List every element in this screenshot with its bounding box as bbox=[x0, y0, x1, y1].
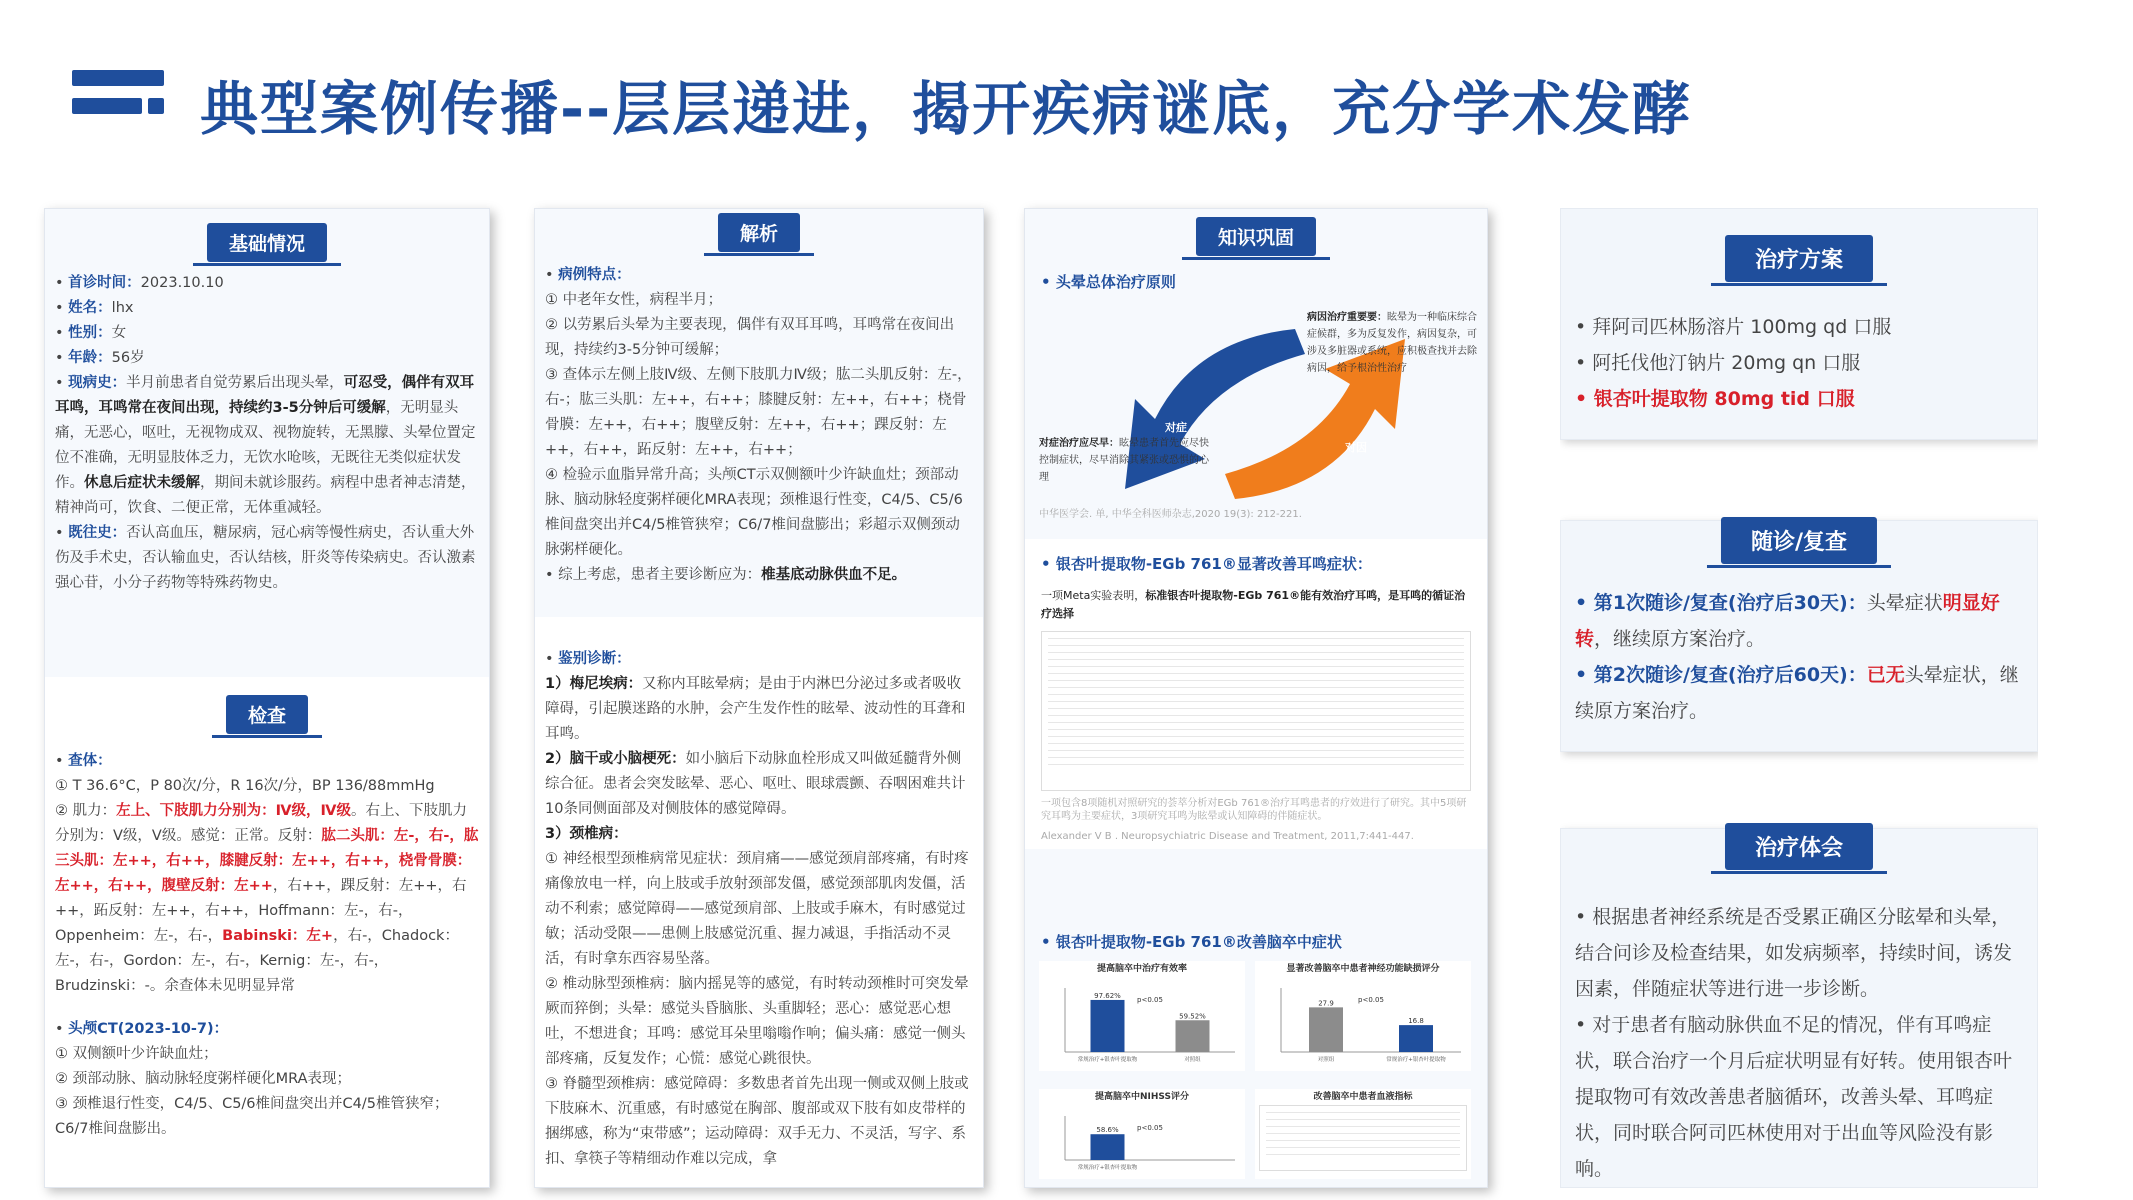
s2-title: • 银杏叶提取物-EGb 761®显著改善耳鸣症状： bbox=[1041, 555, 1372, 573]
bar-1 bbox=[1399, 1025, 1433, 1052]
basic-info-text: • 首诊时间：2023.10.10 • 姓名：lhx • 性别：女 • 年龄：56岁 • 现病史：半月前患者自觉劳累后出现头晕，可忍受，偶伴有双耳耳鸣，耳鸣常在夜间出现，持续约3-5分钟后可缓解，无明显头痛，无恶心，呕吐，无视物成双、视物旋转，无黑朦、头晕位置定位不准确，无明显肢体乏力，无饮水呛咳，无既往无类似症状发作。休息后症状未缓解，期间未就诊服药。病程中患者神志清楚，精神尚可，饮食、二便正常，无体重减轻。 • 既往史：否认高血压，糖尿病，冠心病等慢性病史，否认重大外伤及手术史，否认输血史，否认结核，肝炎等传染病史。否认激素强心苷，小分子药物等特殊药物史。 bbox=[55, 275, 476, 591]
summary-b: 椎基底动脉供血不足。 bbox=[761, 567, 907, 583]
badge-insight: 治疗体会 bbox=[1725, 823, 1873, 870]
age-value: 56岁 bbox=[111, 350, 145, 366]
bar-label-0: 27.9 bbox=[1318, 999, 1334, 1008]
hpi-text-c: ，无明显头痛，无恶心，呕吐，无视物成双、视物旋转，无黑朦、头晕位置定位不准确，无明显肢体乏力，无饮水呛咳，无既往无类似症状发作。 bbox=[55, 400, 476, 491]
s3-title-text: 银杏叶提取物-EGb 761®改善脑卒中症状 bbox=[1055, 933, 1342, 951]
cause-treatment-note bbox=[1307, 309, 1477, 377]
diff3-item-2: ② 椎动脉型颈椎病：脑内摇晃等的感觉，有时转动颈椎时可突发晕厥而猝倒；头晕：感觉头昏脑胀、头重脚轻；恶心：感觉恶心想吐，不想进食；耳鸣：感觉耳朵里嗡嗡作响；偏头痛：感觉一侧头部疼痛，反复发作；心慌：感觉心跳很快。 bbox=[545, 976, 969, 1067]
bar-0 bbox=[1091, 1000, 1125, 1052]
exam2-f: Babinski：左+ bbox=[222, 928, 334, 944]
badge-basic-info: 基础情况 bbox=[207, 223, 327, 262]
badge-exam: 检查 bbox=[226, 695, 308, 734]
chart3-svg bbox=[1039, 1102, 1245, 1178]
feature-1: ① 中老年女性，病程半月； bbox=[545, 292, 723, 308]
panel-treatment bbox=[1560, 208, 2038, 1188]
principle-title: • 头晕总体治疗原则 bbox=[1041, 273, 1176, 291]
chart-neuro-deficit bbox=[1255, 961, 1471, 1071]
hpi-text-d: 休息后症状未缓解 bbox=[84, 475, 200, 491]
arrow-label-symptomatic: 对症 bbox=[1165, 421, 1187, 434]
bar-0 bbox=[1309, 1007, 1343, 1052]
chart3-title: 提高脑卒中NIHSS评分 bbox=[1095, 1092, 1189, 1102]
exam-box bbox=[45, 677, 489, 1188]
summary-a: 综上考虑，患者主要诊断应为： bbox=[558, 567, 762, 583]
diff1-text: 又称内耳眩晕病；是由于内淋巴分泌过多或者吸收障碍，引起膜迷路的水肿，会产生发作性的眩晕、波动性的耳聋和耳鸣。 bbox=[545, 676, 966, 742]
sex-label: 性别： bbox=[68, 325, 112, 341]
fu2-label: • 第2次随诊/复查(治疗后60天)： bbox=[1575, 664, 1867, 686]
plan-list bbox=[1575, 309, 2023, 417]
bar-label-1: 59.52% bbox=[1179, 1012, 1206, 1021]
hpi-text-e: ，期间未就诊服药。病程中患者神志清楚，精神尚可，饮食、二便正常，无体重减轻。 bbox=[55, 475, 476, 516]
exam2-c: 。右上、下肢肌力分别为：Ⅴ级，Ⅴ级。感觉：正常。反射： bbox=[55, 803, 467, 844]
p-value-label: p<0.05 bbox=[1137, 1124, 1163, 1132]
hpi-text-b: 可忍受，偶伴有双耳耳鸣，耳鸣常在夜间出现，持续约3-5分钟后可缓解 bbox=[55, 375, 475, 416]
p-value-label: p<0.05 bbox=[1137, 996, 1163, 1004]
chart1-title: 提高脑卒中治疗有效率 bbox=[1096, 964, 1187, 974]
feature-3: ③ 查体示左侧上肢Ⅳ级、左侧下肢肌力Ⅳ级；肱二头肌反射：左-，右-；肱三头肌：左++，右++；膝腱反射：左++，右++；桡骨骨膜：左++，右++；腹壁反射：左++，右++；踝反射：左++，右++，跖反射：左++，右++； bbox=[545, 367, 972, 458]
panel-analysis bbox=[534, 208, 984, 1188]
insight-2: • 对于患者有脑动脉供血不足的情况，伴有耳鸣症状，联合治疗一个月后症状明显有好转。使用银杏叶提取物可有效改善患者脑循环，改善头晕、耳鸣症状，同时联合阿司匹林使用对于出血等风险没有影响。 bbox=[1575, 1014, 2013, 1180]
fu1-text-c: 明显好转 bbox=[1575, 592, 2000, 650]
diff2-label: 2）脑干或小脑梗死： bbox=[545, 751, 686, 767]
exam2-d: 肱二头肌：左-，右-，肱三头肌：左++，右++，膝腱反射：左++，右++，桡骨骨膜：左++，右++，腹壁反射：左++ bbox=[55, 828, 479, 894]
exam-text: • 查体： ① T 36.6°C，P 80次/分，R 16次/分，BP 136/88mmHg ② 肌力：左上、下肢肌力分别为：Ⅳ级，Ⅳ级。右上、下肢肌力分别为：Ⅴ级，Ⅴ级。感觉：正常。反射：肱二头肌：左-，右-，肱三头肌：左++，右++，膝腱反射：左++，右++，桡骨骨膜：左++，右++，腹壁反射：左++，右++，踝反射：左++，右++，跖反射：左++，右++，Hoffmann：左-，右-，Oppenheim：左-，右-，Babinski：左+，右-，Chadock：左-，右-，Gordon：左-，右-，Kernig：左-，右-，Brudzinski：-。余查体未见明显异常 • 头颅CT(2023-10-7)： ① 双侧额叶少许缺血灶； ② 颈部动脉、脑动脉轻度粥样硬化MRA表现； ③ 颈椎退行性变，C4/5、C5/6椎间盘突出并C4/5椎管狭窄；C6/7椎间盘膨出。 bbox=[55, 749, 479, 1142]
diff2-text: 如小脑后下动脉血栓形成又叫做延髓背外侧综合征。患者会突发眩晕、恶心、呕吐、眼球震颤、吞咽困难共计10条同侧面部及对侧肢体的感觉障碍。 bbox=[545, 751, 966, 817]
badge-analysis: 解析 bbox=[718, 213, 800, 252]
exam2-g: ，右-，Chadock：左-，右-，Gordon：左-，右-，Kernig：左-，右-，Brudzinski：-。余查体未见明显异常 bbox=[55, 928, 459, 994]
category-label-0: 常规治疗+银杏叶提取物 bbox=[1077, 1165, 1138, 1171]
badge-knowledge: 知识巩固 bbox=[1196, 217, 1316, 256]
plan-box bbox=[1560, 208, 2038, 440]
insight-1: • 根据患者神经系统是否受累正确区分眩晕和头晕，结合问诊及检查结果，如发病频率，持续时间，诱发因素，伴随症状等进行进一步诊断。 bbox=[1575, 906, 2013, 1000]
name-value: lhx bbox=[111, 300, 134, 316]
hpi-label: 现病史： bbox=[68, 375, 127, 391]
chart-blood-indices bbox=[1255, 1089, 1471, 1179]
diff1-label: 1）梅尼埃病： bbox=[545, 676, 643, 692]
exam2-a: ② 肌力： bbox=[55, 803, 117, 819]
cause-title: 病因治疗重要要： bbox=[1307, 312, 1387, 323]
pmh-label: 既往史： bbox=[68, 525, 127, 541]
bar-1 bbox=[1176, 1020, 1210, 1052]
chart2-svg bbox=[1255, 974, 1471, 1070]
age-label: 年龄： bbox=[68, 350, 112, 366]
cause-text: 眩晕为一种临床综合症候群，多为反复发作，病因复杂，可涉及多脏器或系统，应积极查找并去除病因，给予根治性治疗 bbox=[1307, 312, 1477, 374]
ct-item-3: ③ 颈椎退行性变，C4/5、C5/6椎间盘突出并C4/5椎管狭窄；C6/7椎间盘膨出。 bbox=[55, 1096, 449, 1137]
bar-0 bbox=[1091, 1134, 1125, 1160]
bar-label-0: 58.6% bbox=[1096, 1126, 1119, 1135]
diff3-label: 3）颈椎病： bbox=[545, 826, 628, 842]
panel-basic-info bbox=[44, 208, 490, 1188]
page-title: 典型案例传播--层层递进，揭开疾病谜底，充分学术发酵 bbox=[200, 75, 1693, 143]
panel-knowledge bbox=[1024, 208, 1488, 1188]
chart-nihss bbox=[1039, 1089, 1245, 1179]
chart2-title: 显著改善脑卒中患者神经功能缺损评分 bbox=[1286, 964, 1440, 974]
bar-label-1: 16.8 bbox=[1408, 1017, 1424, 1026]
symptom-title: 对症治疗应尽早： bbox=[1039, 438, 1119, 449]
fu2-text-c: 头晕症状，继续原方案治疗。 bbox=[1575, 664, 2019, 722]
exam-label: 查体： bbox=[68, 753, 112, 769]
exam2-e: ，右++，踝反射：左++，右++，跖反射：左++，右++，Hoffmann：左-，右-，Oppenheim：左-，右-， bbox=[55, 878, 467, 944]
diff3-item-3: ③ 脊髓型颈椎病：感觉障碍：多数患者首先出现一侧或双侧上肢或下肢麻木、沉重感，有时感觉在胸部、腹部或双下肢有如皮带样的捆绑感，称为“束带感”；运动障碍：双手无力、不灵活，写字、系扣、拿筷子等精细动作难以完成，拿 bbox=[545, 1076, 969, 1167]
category-label-1: 常规治疗+银杏叶提取物 bbox=[1386, 1057, 1446, 1063]
category-label-0: 常规治疗+银杏叶提取物 bbox=[1077, 1057, 1138, 1063]
rx-3: • 银杏叶提取物 80mg tid 口服 bbox=[1575, 388, 1855, 410]
followup-list bbox=[1575, 585, 2023, 729]
exam-vitals: ① T 36.6°C，P 80次/分，R 16次/分，BP 136/88mmHg bbox=[55, 778, 435, 794]
bar-label-0: 97.62% bbox=[1094, 991, 1121, 1000]
rx-2: • 阿托伐他汀钠片 20mg qn 口服 bbox=[1575, 352, 1861, 374]
principle-title-text: 头晕总体治疗原则 bbox=[1055, 273, 1176, 291]
ct-item-2: ② 颈部动脉、脑动脉轻度粥样硬化MRA表现； bbox=[55, 1071, 352, 1087]
category-label-1: 对照组 bbox=[1184, 1057, 1201, 1063]
badge-plan: 治疗方案 bbox=[1725, 235, 1873, 282]
chart-stroke-efficacy bbox=[1039, 961, 1245, 1071]
diff-label: 鉴别诊断： bbox=[558, 651, 631, 667]
chart1-svg bbox=[1039, 974, 1245, 1070]
differential-text: • 鉴别诊断： 1）梅尼埃病：又称内耳眩晕病；是由于内淋巴分泌过多或者吸收障碍，引起膜迷路的水肿，会产生发作性的眩晕、波动性的耳聋和耳鸣。 2）脑干或小脑梗死：如小脑后下动脉血栓形成又叫做延髓背外侧综合征。患者会突发眩晕、恶心、呕吐、眼球震颤、吞咽困难共计10条同侧面部及对侧肢体的感觉障碍。 3）颈椎病： ① 神经根型颈椎病常见症状：颈肩痛——感觉颈肩部疼痛，有时疼痛像放电一样，向上肢或手放射颈部发僵，感觉颈部肌肉发僵，活动不利索；感觉障碍——感觉颈肩部、上肢或手麻木，有时感觉过敏；活动受限——患侧上肢感觉沉重、握力减退，手指活动不灵活，有时拿东西容易坠落。 ② 椎动脉型颈椎病：脑内摇晃等的感觉，有时转动颈椎时可突发晕厥而猝倒；头晕：感觉头昏脑胀、头重脚轻；恶心：感觉恶心想吐，不想进食；耳鸣：感觉耳朵里嗡嗡作响；偏头痛：感觉一侧头部疼痛，反复发作；心慌：感觉心跳很快。 ③ 脊髓型颈椎病：感觉障碍：多数患者首先出现一侧或双侧上肢或下肢麻木、沉重感，有时感觉在胸部、腹部或双下肢有如皮带样的捆绑感，称为“束带感”；运动障碍：双手无力、不灵活，写字、系扣、拿筷子等精细动作难以完成，拿 bbox=[545, 647, 973, 1172]
rx-1: • 拜阿司匹林肠溶片 100mg qd 口服 bbox=[1575, 316, 1892, 338]
ct-item-1: ① 双侧额叶少许缺血灶； bbox=[55, 1046, 218, 1062]
meta-a: 一项Meta实验表明， bbox=[1041, 589, 1146, 602]
reference-1: 中华医学会. 单, 中华全科医师杂志,2020 19(3): 212-221. bbox=[1039, 509, 1302, 520]
p-value-label: p<0.05 bbox=[1358, 996, 1384, 1004]
tinnitus-box bbox=[1025, 539, 1487, 849]
blood-indices-table bbox=[1259, 1105, 1467, 1171]
s2-title-text: 银杏叶提取物-EGb 761®显著改善耳鸣症状： bbox=[1055, 555, 1372, 573]
feature-2: ② 以劳累后头晕为主要表现，偶伴有双耳耳鸣，耳鸣常在夜间出现，持续约3-5分钟可缓解； bbox=[545, 317, 955, 358]
fu1-text-b: 头晕症状 bbox=[1866, 592, 1943, 614]
meta-analysis-note bbox=[1041, 587, 1471, 623]
symptom-text: 眩晕患者首先应尽快控制症状，尽早消除其紧张或恐惧的心理 bbox=[1039, 438, 1209, 483]
differential-box bbox=[535, 617, 983, 1188]
arrow-label-etiologic: 对因 bbox=[1345, 441, 1367, 454]
category-label-0: 对照组 bbox=[1317, 1057, 1335, 1063]
insight-box bbox=[1560, 828, 2038, 1188]
reference-2: Alexander V B . Neuropsychiatric Disease and Treatment, 2011,7:441-447. bbox=[1041, 831, 1414, 842]
followup-box bbox=[1560, 520, 2038, 752]
feature-4: ④ 检验示血脂异常升高；头颅CT示双侧额叶少许缺血灶；颈部动脉、脑动脉轻度粥样硬化MRA表现；颈椎退行性变，C4/5、C5/6椎间盘突出并C4/5椎管狭窄；C6/7椎间盘膨出；彩超示双侧颈动脉粥样硬化。 bbox=[545, 467, 963, 558]
first-visit-label: 首诊时间： bbox=[68, 275, 141, 291]
s3-title: • 银杏叶提取物-EGb 761®改善脑卒中症状 bbox=[1041, 933, 1342, 951]
exam2-b: 左上、下肢肌力分别为：Ⅳ级，Ⅳ级 bbox=[116, 803, 351, 819]
badge-followup: 随诊/复查 bbox=[1721, 517, 1877, 564]
symptom-treatment-note bbox=[1039, 435, 1209, 486]
sex-value: 女 bbox=[111, 325, 127, 341]
hpi-text-a: 半月前患者自觉劳累后出现头晕， bbox=[126, 375, 344, 391]
insight-list bbox=[1575, 899, 2023, 1187]
pmh-text: 否认高血压，糖尿病，冠心病等慢性病史，否认重大外伤及手术史，否认输血史，否认结核，肝炎等传染病史。否认激素强心苷，小分子药物等特殊药物史。 bbox=[55, 525, 476, 591]
fu1-text-d: ，继续原方案治疗。 bbox=[1594, 628, 1766, 650]
name-label: 姓名： bbox=[68, 300, 112, 316]
diff3-item-1: ① 神经根型颈椎病常见症状：颈肩痛——感觉颈肩部疼痛，有时疼痛像放电一样，向上肢或手放射颈部发僵，感觉颈部肌肉发僵，活动不利索；感觉障碍——感觉颈肩部、上肢或手麻木，有时感觉过敏；活动受限——患侧上肢感觉沉重、握力减退，手指活动不灵活，有时拿东西容易坠落。 bbox=[545, 851, 969, 967]
meta-analysis-table bbox=[1041, 631, 1471, 791]
title-logo-icon bbox=[72, 70, 164, 122]
first-visit-value: 2023.10.10 bbox=[140, 275, 224, 291]
analysis-features: • 病例特点： ① 中老年女性，病程半月； ② 以劳累后头晕为主要表现，偶伴有双耳耳鸣，耳鸣常在夜间出现，持续约3-5分钟可缓解； ③ 查体示左侧上肢Ⅳ级、左侧下肢肌力Ⅳ级；肱二头肌反射：左-，右-；肱三头肌：左++，右++；膝腱反射：左++，右++；桡骨骨膜：左++，右++；腹壁反射：左++，右++；踝反射：左++，右++，跖反射：左++，右++； ④ 检验示血脂异常升高；头颅CT示双侧额叶少许缺血灶；颈部动脉、脑动脉轻度粥样硬化MRA表现；颈椎退行性变，C4/5、C5/6椎间盘突出并C4/5椎管狭窄；C6/7椎间盘膨出；彩超示双侧颈动脉粥样硬化。 • 综上考虑，患者主要诊断应为：椎基底动脉供血不足。 bbox=[545, 267, 972, 583]
features-label: 病例特点： bbox=[558, 267, 631, 283]
fu2-text-b: 已无 bbox=[1866, 664, 1905, 686]
s2-caption: 一项包含8项随机对照研究的荟萃分析对EGb 761®治疗耳鸣患者的疗效进行了研究。其中5项研究耳鸣为主要症状，3项研究耳鸣为眩晕或认知障碍的伴随症状。 bbox=[1041, 798, 1467, 822]
ct-label: 头颅CT(2023-10-7)： bbox=[68, 1021, 229, 1037]
fu1-label: • 第1次随诊/复查(治疗后30天)： bbox=[1575, 592, 1867, 614]
chart4-title: 改善脑卒中患者血液指标 bbox=[1313, 1092, 1413, 1102]
meta-b: 标准银杏叶提取物-EGb 761®能有效治疗耳鸣，是耳鸣的循证治疗选择 bbox=[1041, 589, 1466, 620]
